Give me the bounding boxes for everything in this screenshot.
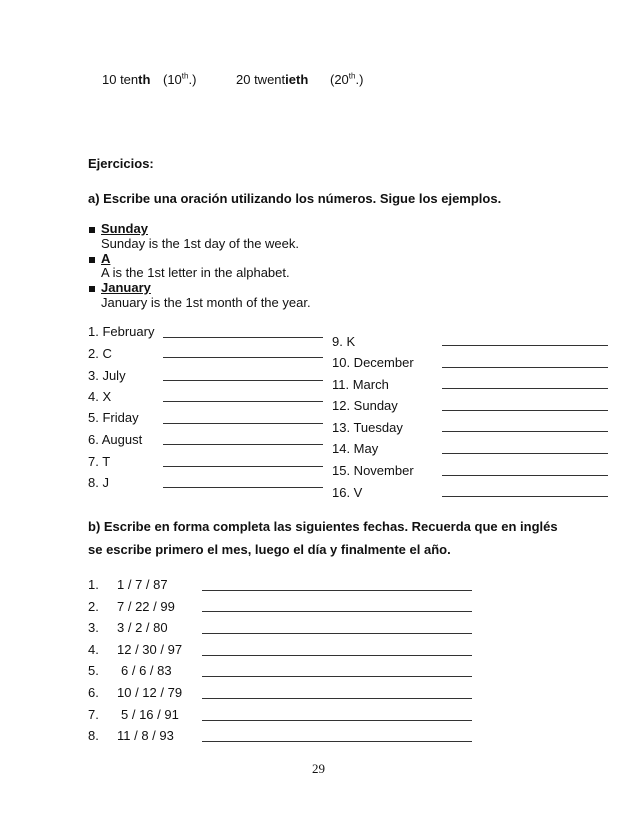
example-word-3: January [101,280,151,295]
answer-line[interactable] [202,720,472,721]
date-item-value: 6 / 6 / 83 [121,663,172,678]
answer-line[interactable] [163,401,323,402]
date-item-number: 5. [88,663,99,678]
date-item-value: 3 / 2 / 80 [117,620,168,635]
date-item-number: 3. [88,620,99,635]
paren-open: (20 [330,72,349,87]
bullet-icon [89,257,95,263]
ordinal-twentieth [236,72,308,87]
list-item: 14. May [332,441,379,456]
answer-line[interactable] [202,633,472,634]
list-item: 6. August [88,432,143,447]
bullet-icon [89,227,95,233]
answer-line[interactable] [442,345,608,346]
date-item-value: 10 / 12 / 79 [117,685,183,700]
date-item-value: 12 / 30 / 97 [117,642,183,657]
answer-line[interactable] [442,431,608,432]
ordinal-tenth [102,72,150,87]
superscript: th [348,71,356,81]
bullet-icon [89,286,95,292]
answer-line[interactable] [163,423,323,424]
answer-line[interactable] [163,357,323,358]
superscript: th [181,71,189,81]
answer-line[interactable] [163,487,323,488]
answer-line[interactable] [442,475,608,476]
ordinal-tenth-num: 10 ten [102,72,139,87]
list-item: 1. February [88,324,155,339]
date-item-number: 6. [88,685,99,700]
section-a-instruction: a) Escribe una oración utilizando los números. Sigue los ejemplos. [88,191,502,206]
list-item: 4. X [88,389,112,404]
date-item-value: 5 / 16 / 91 [121,707,179,722]
answer-line[interactable] [202,590,472,591]
list-item: 15. November [332,463,414,478]
answer-line[interactable] [442,367,608,368]
ejercicios-title: Ejercicios: [88,156,154,171]
answer-line[interactable] [442,388,608,389]
example-sentence-3: January is the 1st month of the year. [101,295,311,310]
answer-line[interactable] [202,611,472,612]
answer-line[interactable] [163,337,323,338]
date-item-number: 1. [88,577,99,592]
ordinal-twentieth-num: 20 twent [236,72,286,87]
answer-line[interactable] [163,380,323,381]
section-b-instruction-line2: se escribe primero el mes, luego el día y finalmente el año. [88,542,451,557]
answer-line[interactable] [202,698,472,699]
date-item-number: 7. [88,707,99,722]
answer-line[interactable] [163,444,323,445]
list-item: 11. March [332,377,389,392]
answer-line[interactable] [442,410,608,411]
answer-line[interactable] [442,453,608,454]
date-item-value: 7 / 22 / 99 [117,599,175,614]
answer-line[interactable] [163,466,323,467]
example-word-2: A [101,251,111,266]
list-item: 9. K [332,334,356,349]
paren-close: .) [188,72,197,87]
date-item-number: 2. [88,599,99,614]
answer-line[interactable] [202,741,472,742]
list-item: 13. Tuesday [332,420,403,435]
date-item-value: 1 / 7 / 87 [117,577,168,592]
list-item: 3. July [88,368,126,383]
ordinal-twentieth-abbrev [330,72,363,87]
answer-line[interactable] [202,676,472,677]
answer-line[interactable] [202,655,472,656]
list-item: 2. C [88,346,112,361]
example-sentence-2: A is the 1st letter in the alphabet. [101,265,290,280]
date-item-value: 11 / 8 / 93 [117,728,174,743]
ordinal-tenth-abbrev [163,72,196,87]
list-item: 5. Friday [88,410,139,425]
list-item: 10. December [332,355,414,370]
ordinal-tenth-suffix: th [138,72,151,87]
paren-open: (10 [163,72,182,87]
answer-line[interactable] [442,496,608,497]
list-item: 8. J [88,475,109,490]
list-item: 12. Sunday [332,398,398,413]
ordinal-twentieth-suffix: ieth [285,72,309,87]
page-number: 29 [312,761,325,776]
list-item: 7. T [88,454,111,469]
example-word-1: Sunday [101,221,148,236]
example-sentence-1: Sunday is the 1st day of the week. [101,236,300,251]
section-b-instruction-line1: b) Escribe en forma completa las siguientes fechas. Recuerda que en inglés [88,519,558,534]
paren-close: .) [355,72,364,87]
date-item-number: 8. [88,728,99,743]
list-item: 16. V [332,485,363,500]
date-item-number: 4. [88,642,99,657]
